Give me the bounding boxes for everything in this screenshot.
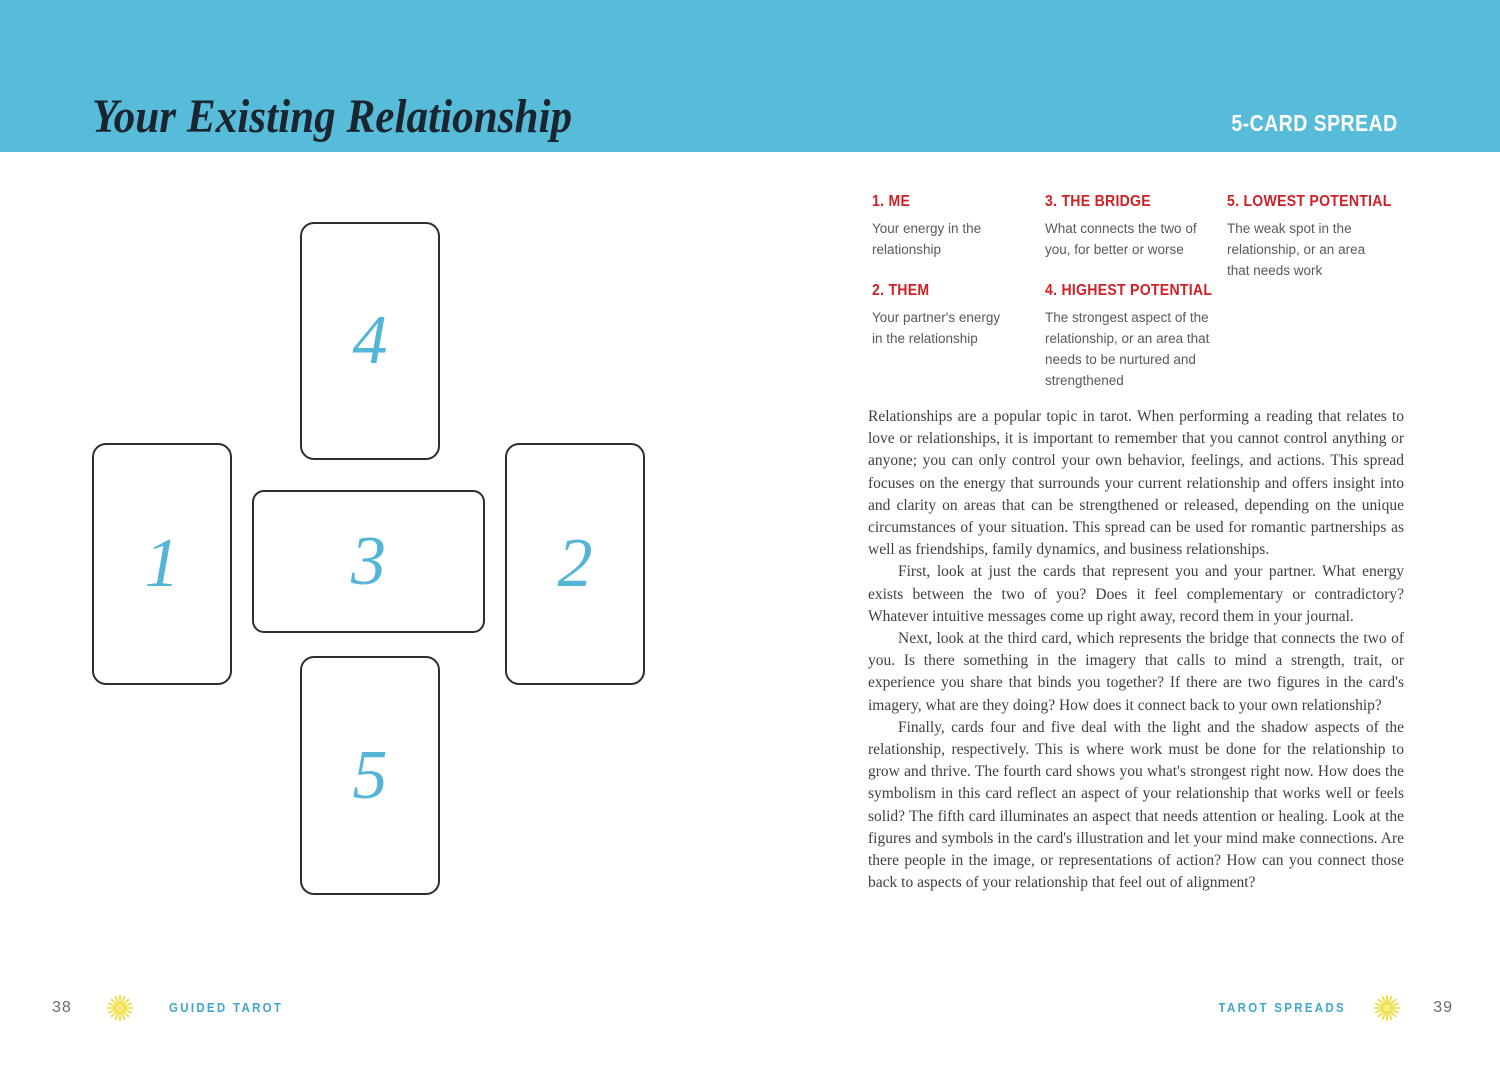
position-item: [1045, 282, 1227, 391]
position-description: What connects the two of you, for better or worse: [1045, 221, 1197, 257]
position-heading: 1. ME: [872, 193, 911, 210]
card-number: 3: [351, 522, 386, 600]
legend-column-2: [1045, 193, 1227, 391]
position-description: The weak spot in the relationship, or an area that needs work: [1227, 221, 1366, 278]
left-page-footer: [52, 994, 288, 1022]
star-icon: [106, 994, 134, 1022]
spread-card-4: [300, 222, 440, 460]
position-heading: 4. HIGHEST POTENTIAL: [1045, 282, 1213, 299]
star-icon: [1373, 994, 1401, 1022]
body-paragraph: First, look at just the cards that represent you and your partner. What energy exists between the two of you? Does it feel complementary or contradictory? Whatever intuitive messages come up right away, record them in your journal.: [868, 563, 1404, 625]
body-paragraph: Next, look at the third card, which represents the bridge that connects the two of you. Is there something in the imagery that calls to mind a strength, trait, or experience you share that binds you together? If there are two figures in the card's imagery, what are they doing? How does it connect back to your own relationship?: [868, 630, 1404, 714]
page-title: Your Existing Relationship: [92, 90, 573, 143]
position-heading: 3. THE BRIDGE: [1045, 193, 1151, 210]
position-item: [872, 282, 1045, 349]
position-item: [872, 193, 1045, 260]
right-page-footer: [1213, 994, 1453, 1022]
position-heading: 2. THEM: [872, 282, 930, 299]
body-paragraph: Finally, cards four and five deal with the light and the shadow aspects of the relationship, respectively. This is where work must be done for the relationship to grow and thrive. The fourth card shows you what's strongest right now. How does the symbolism in this card reflect an aspect of your relationship that works well or feels solid? The fifth card illuminates an aspect that needs attention or healing. Look at the figures and symbols in the card's illustration and let your mind make connections. Are there people in the image, or representations of action? How can you connect those back to aspects of your relationship that feel out of alignment?: [868, 718, 1404, 892]
spread-type-label: 5-CARD SPREAD: [1231, 110, 1398, 136]
position-legend: [872, 193, 1412, 391]
legend-column-1: [872, 193, 1045, 391]
card-number: 1: [144, 525, 180, 602]
card-spread-diagram: [0, 152, 750, 932]
page-number: 38: [52, 999, 72, 1016]
position-item: [1227, 193, 1412, 281]
card-number: 5: [352, 736, 388, 814]
position-item: [1045, 193, 1227, 260]
card-number: 2: [557, 525, 593, 602]
spread-card-1: [92, 443, 232, 685]
position-description: The strongest aspect of the relationship, or an area that needs to be nurtured and strengthened: [1045, 310, 1210, 388]
body-paragraph: Relationships are a popular topic in tarot. When performing a reading that relates to love or relationships, it is important to remember that you cannot control anything or anyone; you can only control your own behavior, feelings, and actions. This spread focuses on the energy that surrounds your current relationship and offers insight into and clarity on areas that can be strengthened or released, depending on the unique circumstances of your situation. This spread can be used for romantic partnerships as well as friendships, family dynamics, and business relationships.: [868, 408, 1404, 559]
page-number: 39: [1433, 999, 1453, 1016]
chapter-banner: [0, 0, 1500, 152]
spread-card-3: [252, 490, 485, 633]
section-title: TAROT SPREADS: [1218, 1001, 1346, 1015]
position-heading: 5. LOWEST POTENTIAL: [1227, 193, 1392, 210]
spread-card-5: [300, 656, 440, 895]
book-title: GUIDED TAROT: [168, 1001, 284, 1015]
card-number: 4: [352, 302, 388, 379]
position-description: Your energy in the relationship: [872, 221, 982, 257]
legend-column-3: [1227, 193, 1412, 391]
body-text: [868, 406, 1404, 894]
position-description: Your partner's energy in the relationship: [872, 310, 1001, 346]
spread-card-2: [505, 443, 645, 685]
